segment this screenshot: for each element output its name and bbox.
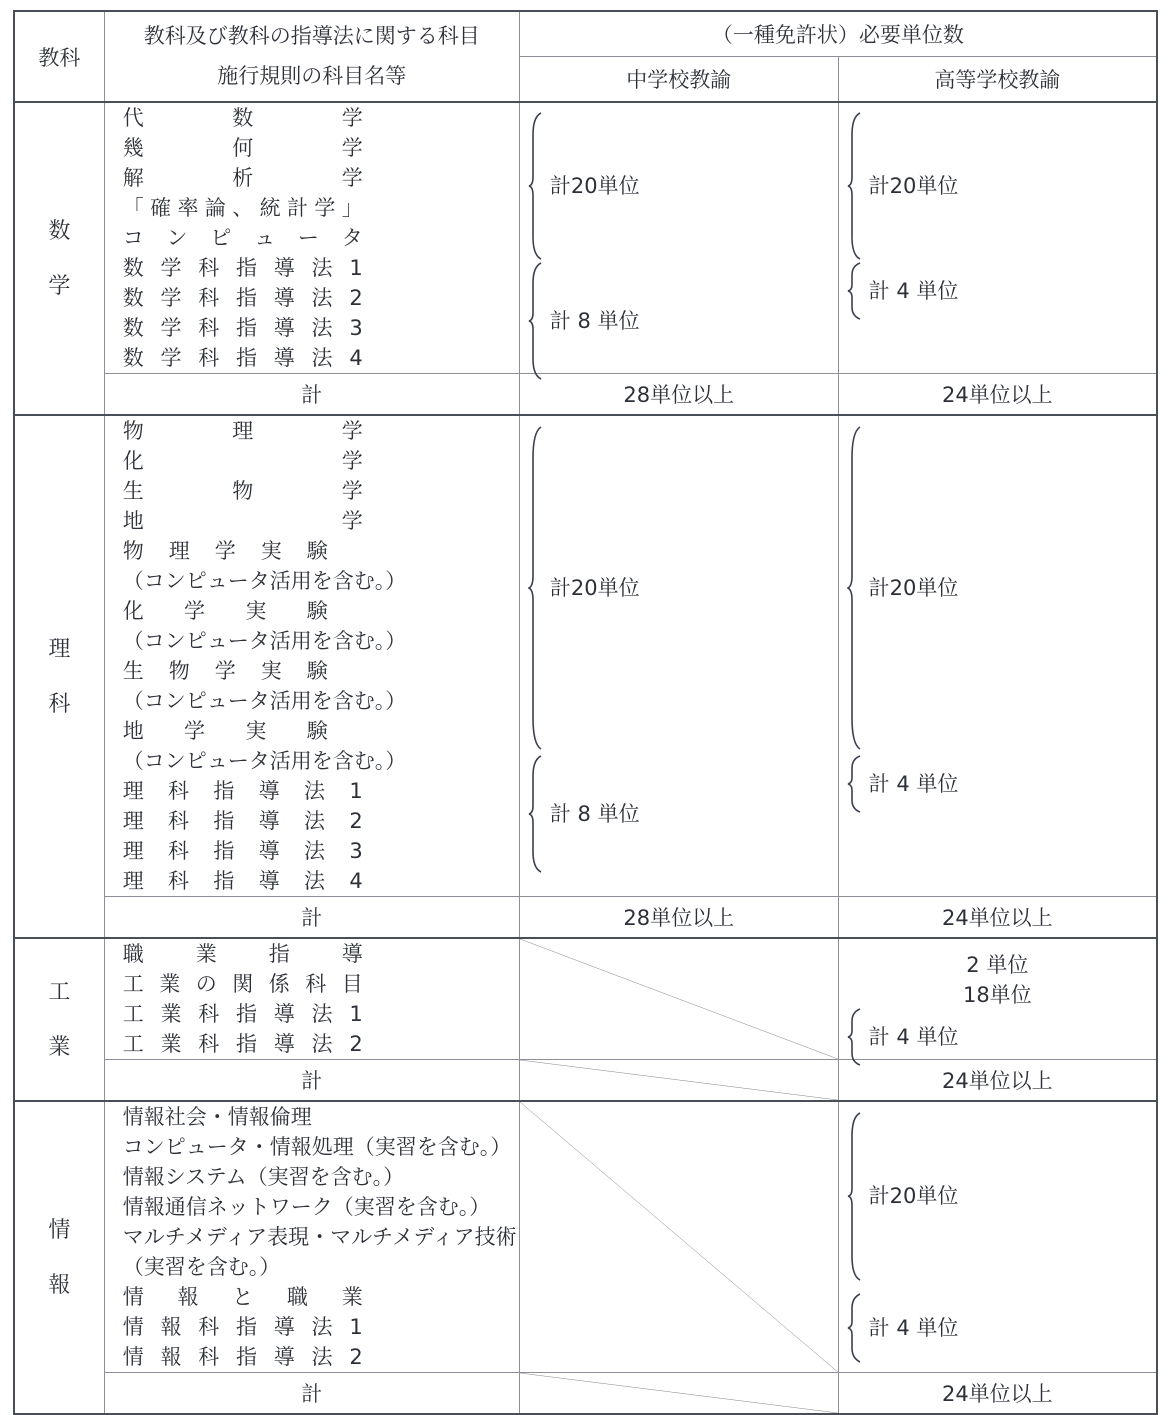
not-applicable-diagonal-icon xyxy=(520,939,838,1059)
total-hs: 24単位以上 xyxy=(838,1060,1157,1102)
curly-brace-icon xyxy=(528,261,544,381)
header-subject-line2: 施行規則の科目名等 xyxy=(217,63,407,88)
kyoka-char: 工 xyxy=(48,979,71,1005)
curly-brace-icon xyxy=(847,754,863,814)
subject-item: 幾何学 xyxy=(122,136,363,160)
credits-jhs-math xyxy=(519,102,838,374)
subject-item: 情報と職業 xyxy=(122,1285,363,1309)
credit-requirements-table xyxy=(13,10,1158,1415)
subject-item: 情報科指導法2 xyxy=(122,1345,363,1369)
credit-label: 計20単位 xyxy=(868,575,959,600)
subject-item: 工業科指導法2 xyxy=(122,1032,363,1056)
total-row-industry xyxy=(14,1060,1157,1102)
credit-group xyxy=(847,424,959,752)
subject-item: 理科指導法3 xyxy=(122,839,363,863)
curly-brace-icon xyxy=(847,261,863,321)
subject-item: コンピュータ xyxy=(122,226,363,250)
credit-label: 計20単位 xyxy=(868,1183,959,1208)
credit-group xyxy=(528,424,640,752)
header-subject xyxy=(104,11,519,102)
subject-item: 物理学実験 xyxy=(122,539,328,563)
subject-item: 「確率論、統計学」 xyxy=(122,196,363,220)
total-label: 計 xyxy=(104,374,519,416)
section-row-science xyxy=(14,415,1157,897)
credit-label: 計 8 単位 xyxy=(549,801,640,826)
total-hs: 24単位以上 xyxy=(838,897,1157,939)
curly-brace-icon xyxy=(528,111,544,261)
subject-item: 数学科指導法1 xyxy=(122,256,363,280)
credit-value: 18単位 xyxy=(962,983,1032,1007)
total-label: 計 xyxy=(104,897,519,939)
total-jhs-industry-na xyxy=(519,1060,838,1102)
subject-item: 化学 xyxy=(122,449,363,473)
header-subject-line1: 教科及び教科の指導法に関する科目 xyxy=(143,23,480,48)
kyoka-label-industry xyxy=(14,938,104,1101)
total-hs: 24単位以上 xyxy=(838,1373,1157,1415)
credits-hs-math xyxy=(838,102,1157,374)
total-jhs-information-na xyxy=(519,1373,838,1415)
kyoka-label-information xyxy=(14,1101,104,1414)
curly-brace-icon xyxy=(847,111,863,261)
subject-item: 情報システム（実習を含む。） xyxy=(122,1165,405,1189)
not-applicable-diagonal-icon xyxy=(520,1373,838,1413)
subject-item: 理科指導法2 xyxy=(122,809,363,833)
kyoka-char: 理 xyxy=(48,636,71,662)
subject-list-science xyxy=(104,415,519,897)
header-kyoka: 教科 xyxy=(14,11,104,102)
subject-item: 理科指導法1 xyxy=(122,779,363,803)
credit-group xyxy=(528,261,640,381)
subject-item: 情報社会・情報倫理 xyxy=(122,1105,312,1129)
credit-group xyxy=(528,754,640,874)
curly-brace-icon xyxy=(847,1292,863,1364)
subject-item: 生物学 xyxy=(122,479,363,503)
kyoka-char: 学 xyxy=(48,273,71,299)
credit-value: 2 単位 xyxy=(966,953,1029,977)
credit-label: 計 4 単位 xyxy=(868,1024,959,1049)
subject-item: 地学実験 xyxy=(122,719,328,743)
header-credits-group: （一種免許状）必要単位数 xyxy=(519,11,1157,57)
table-header-row-1 xyxy=(14,11,1157,57)
credit-label: 計 4 単位 xyxy=(868,1315,959,1340)
subject-item: 物理学 xyxy=(122,419,363,443)
subject-item: 代数学 xyxy=(122,106,363,130)
credit-group xyxy=(847,1110,959,1282)
credits-hs-science xyxy=(838,415,1157,897)
kyoka-label-science xyxy=(14,415,104,938)
credit-group xyxy=(528,111,640,261)
not-applicable-diagonal-icon xyxy=(520,1060,838,1100)
curly-brace-icon xyxy=(528,754,544,874)
subject-note: （コンピュータ活用を含む。） xyxy=(122,689,407,713)
subject-item: 工業科指導法1 xyxy=(122,1002,363,1026)
kyoka-char: 科 xyxy=(48,691,71,717)
subject-item: 生物学実験 xyxy=(122,659,328,683)
subject-item: 理科指導法4 xyxy=(122,869,363,893)
credit-label: 計 4 単位 xyxy=(868,278,959,303)
credit-label: 計 4 単位 xyxy=(868,771,959,796)
subject-item: 数学科指導法4 xyxy=(122,346,363,370)
subject-list-information xyxy=(104,1101,519,1373)
credits-jhs-information-na xyxy=(519,1101,838,1373)
section-row-industry xyxy=(14,938,1157,1060)
credit-label: 計 8 単位 xyxy=(549,308,640,333)
subject-item: 工業の関係科目 xyxy=(122,972,363,996)
credits-jhs-industry-na xyxy=(519,938,838,1060)
kyoka-char: 業 xyxy=(48,1034,71,1060)
section-row-math xyxy=(14,102,1157,374)
kyoka-char: 報 xyxy=(48,1272,71,1298)
subject-note: （コンピュータ活用を含む。） xyxy=(122,629,407,653)
total-label: 計 xyxy=(104,1060,519,1102)
credit-group xyxy=(847,1007,959,1067)
subject-item: マルチメディア表現・マルチメディア技術 xyxy=(122,1225,517,1249)
subject-note: （コンピュータ活用を含む。） xyxy=(122,569,407,593)
not-applicable-diagonal-icon xyxy=(520,1102,838,1372)
curly-brace-icon xyxy=(847,424,863,752)
section-row-information xyxy=(14,1101,1157,1373)
credit-group xyxy=(847,1292,959,1364)
subject-list-math xyxy=(104,102,519,374)
total-jhs: 28単位以上 xyxy=(519,897,838,939)
credit-label: 計20単位 xyxy=(868,173,959,198)
subject-note: （実習を含む。） xyxy=(122,1255,281,1279)
kyoka-label-math xyxy=(14,102,104,415)
subject-list-industry xyxy=(104,938,519,1060)
total-row-science xyxy=(14,897,1157,939)
credit-group xyxy=(847,261,959,321)
total-hs: 24単位以上 xyxy=(838,374,1157,416)
subject-item: 職業指導 xyxy=(122,942,363,966)
header-jhs: 中学校教諭 xyxy=(519,57,838,103)
header-hs: 高等学校教諭 xyxy=(838,57,1157,103)
curly-brace-icon xyxy=(847,1007,863,1067)
total-jhs: 28単位以上 xyxy=(519,374,838,416)
subject-item: 地学 xyxy=(122,509,363,533)
subject-item: 解析学 xyxy=(122,166,363,190)
kyoka-char: 数 xyxy=(48,218,71,244)
curly-brace-icon xyxy=(847,1110,863,1282)
subject-note: （コンピュータ活用を含む。） xyxy=(122,749,407,773)
total-row-information xyxy=(14,1373,1157,1415)
subject-item: 化学実験 xyxy=(122,599,328,623)
subject-item: 数学科指導法2 xyxy=(122,286,363,310)
credit-label: 計20単位 xyxy=(549,173,640,198)
credit-label: 計20単位 xyxy=(549,575,640,600)
credit-group xyxy=(847,111,959,261)
subject-item: コンピュータ・情報処理（実習を含む。） xyxy=(122,1135,512,1159)
curly-brace-icon xyxy=(528,424,544,752)
subject-item: 数学科指導法3 xyxy=(122,316,363,340)
subject-item: 情報科指導法1 xyxy=(122,1315,363,1339)
kyoka-char: 情 xyxy=(48,1217,71,1243)
subject-item: 情報通信ネットワーク（実習を含む。） xyxy=(122,1195,491,1219)
credit-group xyxy=(847,754,959,814)
credits-hs-information xyxy=(838,1101,1157,1373)
credits-hs-industry xyxy=(838,938,1157,1060)
credits-jhs-science xyxy=(519,415,838,897)
total-label: 計 xyxy=(104,1373,519,1415)
